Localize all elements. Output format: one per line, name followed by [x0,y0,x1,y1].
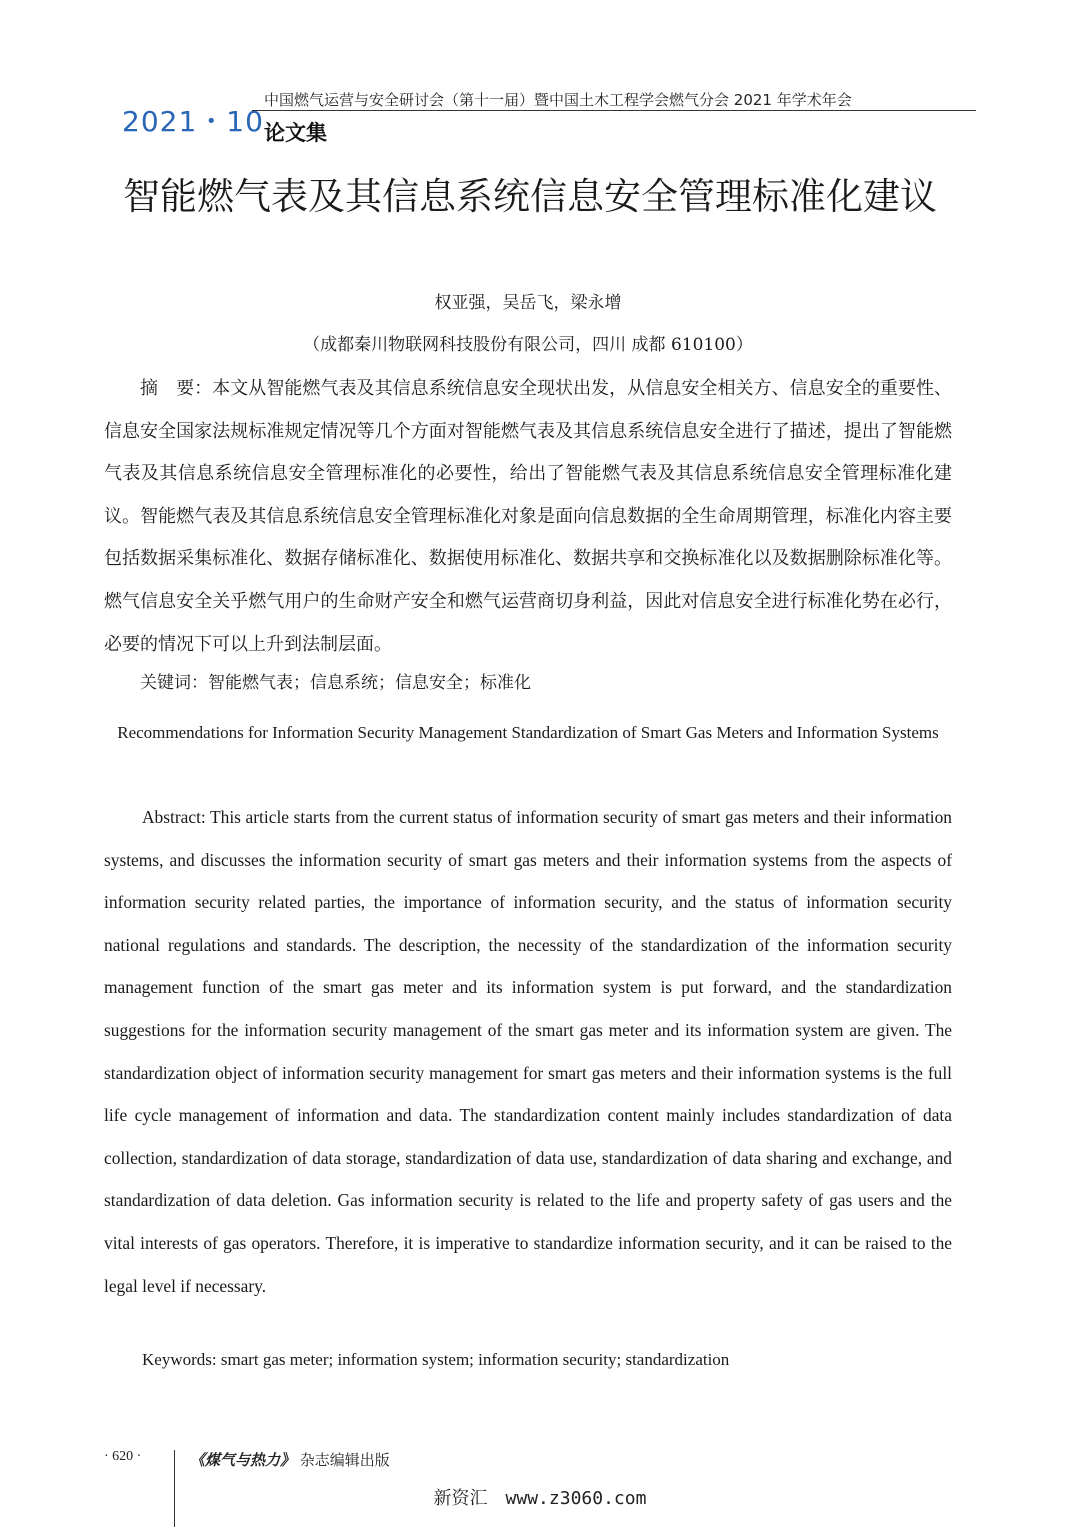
keywords-cn: 关键词：智能燃气表；信息系统；信息安全；标准化 [140,673,531,693]
paper-title: 智能燃气表及其信息系统信息安全管理标准化建议 [123,175,937,218]
paper-title-en: Recommendations for Information Security Management Standardization of Smart Gas Meters and Information Systems [117,723,939,742]
header-divider [252,110,976,111]
collection-label: 论文集 [264,121,327,145]
conference-name: 中国燃气运营与安全研讨会（第十一届）暨中国土木工程学会燃气分会 2021 年学术年会 [264,91,852,109]
year-issue: 2021・10 [122,105,264,138]
publisher-note: 杂志编辑出版 [299,1451,390,1469]
affiliation: （成都秦川物联网科技股份有限公司，四川 成都 610100） [303,335,753,355]
watermark-url: 新资汇 www.z3060.com [433,1488,647,1509]
abstract-cn: 摘 要：本文从智能燃气表及其信息系统信息安全现状出发，从信息安全相关方、信息安全的重要性、信息安全国家法规标准规定情况等几个方面对智能燃气表及其信息系统信息安全进行了描述，提出了智能燃气表及其信息系统信息安全管理标准化的必要性，给出了智能燃气表及其信息系统信息安全管理标准化建议。智能燃气表及其信息系统信息安全管理标准化对象是面向信息数据的全生命周期管理，标准化内容主要包括数据采集标准化、数据存储标准化、数据使用标准化、数据共享和交换标准化以及数据删除标准化等。燃气信息安全关乎燃气用户的生命财产安全和燃气运营商切身利益，因此对信息安全进行标准化势在必行，必要的情况下可以上升到法制层面。 [104,378,952,655]
page-number: · 620 · [104,1449,142,1464]
abstract-en: Abstract: This article starts from the current status of information security of smart gas meters and their information systems, and discusses the information security of smart gas meters and their information systems from the aspects of information security related parties, the importance of information security, and the status of information security national regulations and standards. The description, the necessity of the standardization of the information security management function of the smart gas meter and its information system is put forward, and the standardization suggestions for the information security management of the smart gas meter and its information system are given. The standardization object of information security management for smart gas meters and their information systems is the full life cycle management of information and data. The standardization content mainly includes standardization of data collection, standardization of data storage, standardization of data use, standardization of data sharing and exchange, and standardization of data deletion. Gas information security is related to the life and property safety of gas users and the vital interests of gas operators. Therefore, it is imperative to standardize information security, and it can be raised to the legal level if necessary. [104,807,952,1296]
authors: 权亚强，吴岳飞，梁永增 [434,293,622,313]
keywords-en: Keywords: smart gas meter; information system; information security; standardization [142,1350,730,1369]
journal-credit [190,1449,390,1470]
journal-name: 《煤气与热力》 [190,1451,296,1469]
